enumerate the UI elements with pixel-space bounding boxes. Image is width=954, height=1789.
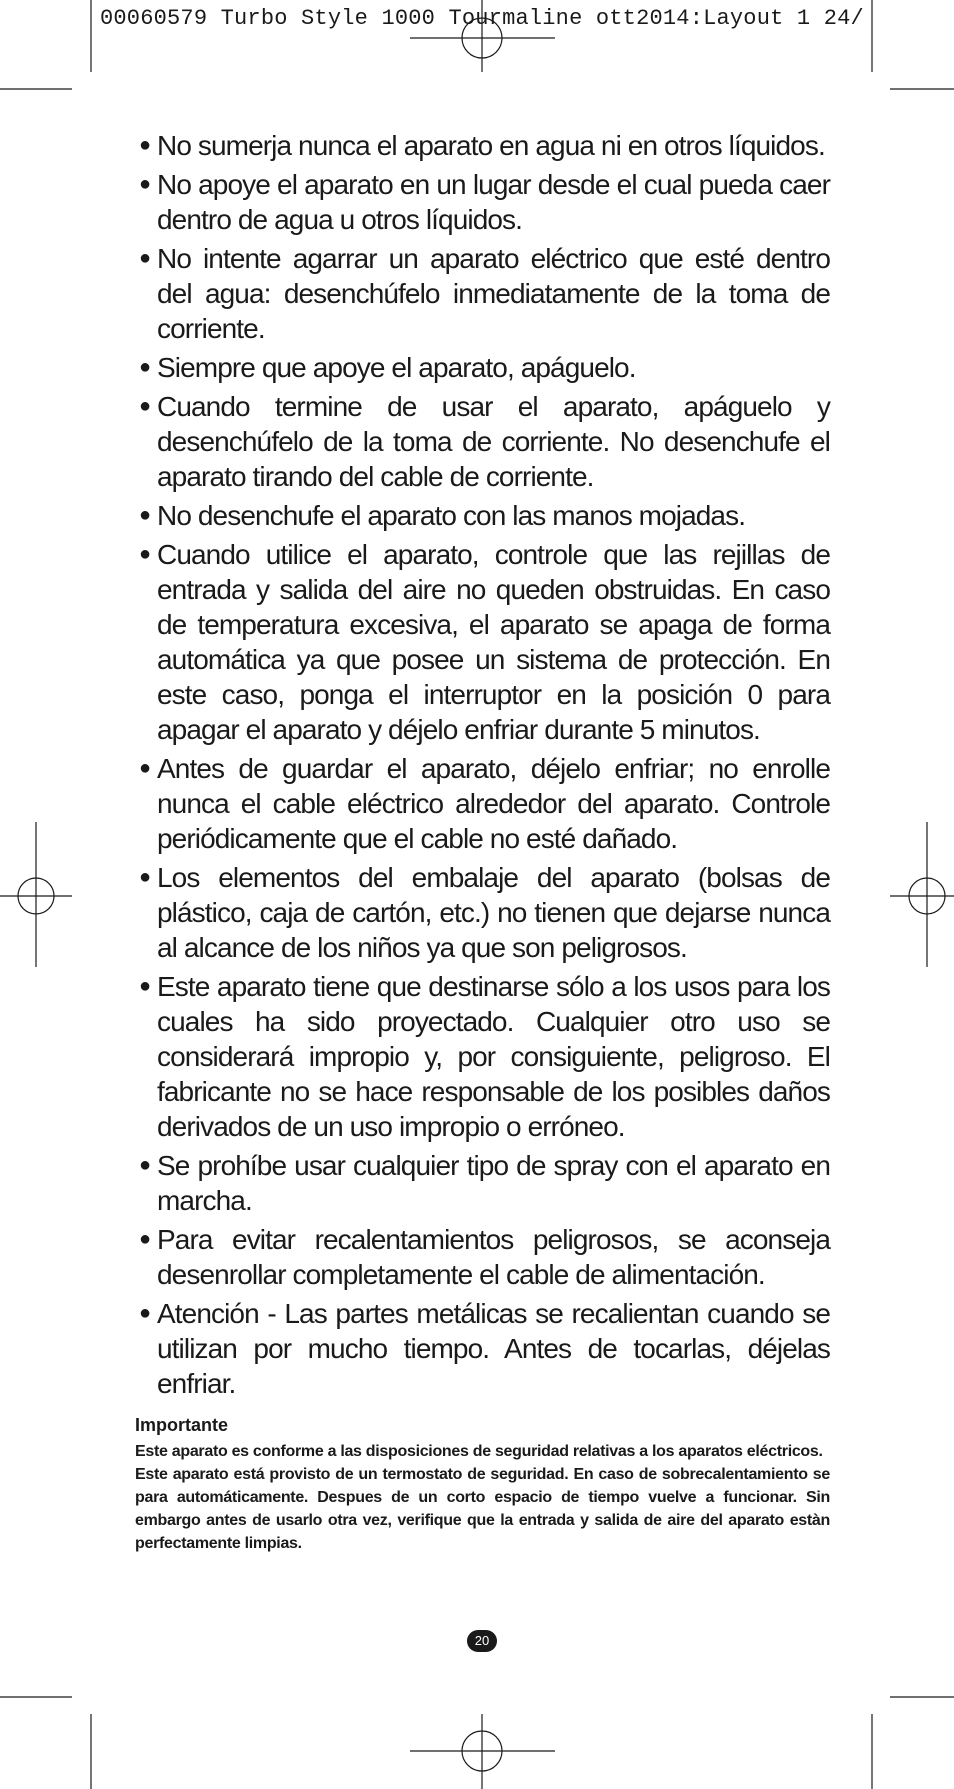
bullet-dot: ●	[139, 1302, 151, 1324]
list-item-text: Para evitar recalentamientos peligrosos, se aconseja desenrollar completamente el cable de alimentación.	[157, 1224, 830, 1290]
list-item-text: Se prohíbe usar cualquier tipo de spray con el aparato en marcha.	[157, 1150, 830, 1216]
bullet-dot: ●	[139, 247, 151, 269]
list-item	[135, 860, 830, 965]
registration-mark-bottom	[410, 1714, 555, 1789]
list-item-text: No desenchufe el aparato con las manos mojadas.	[157, 500, 746, 531]
list-item-text: Atención - Las partes metálicas se recalientan cuando se utilizan por mucho tiempo. Antes de tocarlas, déjelas enfriar.	[157, 1298, 830, 1399]
list-item-text: Este aparato tiene que destinarse sólo a los usos para los cuales ha sido proyectado. Cualquier otro uso se considerará impropio y, por consiguiente, peligroso. El fabricante no se hace responsable de los posibles daños derivados de un uso impropio o erróneo.	[157, 971, 830, 1142]
bullet-dot: ●	[139, 504, 151, 526]
bullet-dot: ●	[139, 975, 151, 997]
list-item-text: Siempre que apoye el aparato, apáguelo.	[157, 352, 636, 383]
list-item	[135, 128, 830, 163]
list-item-text: No intente agarrar un aparato eléctrico que esté dentro del agua: desenchúfelo inmediatamente de la toma de corriente.	[157, 243, 830, 344]
list-item-text: Antes de guardar el aparato, déjelo enfriar; no enrolle nunca el cable eléctrico alrededor del aparato. Controle periódicamente que el cable no esté dañado.	[157, 753, 830, 854]
important-paragraph: Este aparato es conforme a las disposiciones de seguridad relativas a los aparatos eléctricos.	[135, 1443, 823, 1460]
registration-mark-right	[890, 822, 954, 967]
important-paragraph: Este aparato está provisto de un termostato de seguridad. En caso de sobrecalentamiento se para automáticamente. Despues de un corto espacio de tiempo vuelve a funcionar. Sin embargo antes de usarlo otra vez, verifique que la entrada y salida de aire del aparato estàn perfectamente limpias.	[135, 1466, 830, 1552]
list-item	[135, 537, 830, 747]
bullet-dot: ●	[139, 757, 151, 779]
list-item	[135, 1148, 830, 1218]
bullet-dot: ●	[139, 395, 151, 417]
list-item-text: No sumerja nunca el aparato en agua ni en otros líquidos.	[157, 130, 825, 161]
registration-mark-left	[0, 822, 72, 967]
important-heading: Importante	[135, 1415, 229, 1435]
list-item	[135, 1296, 830, 1401]
list-item	[135, 389, 830, 494]
important-notice	[135, 1415, 830, 1555]
list-item-text: Cuando termine de usar el aparato, apáguelo y desenchúfelo de la toma de corriente. No desenchufe el aparato tirando del cable de corriente.	[157, 391, 830, 492]
bullet-dot: ●	[139, 1228, 151, 1250]
list-item	[135, 350, 830, 385]
bullet-dot: ●	[139, 866, 151, 888]
list-item	[135, 498, 830, 533]
list-item	[135, 241, 830, 346]
list-item	[135, 167, 830, 237]
safety-instructions-content	[135, 128, 830, 1555]
bullet-dot: ●	[139, 134, 151, 156]
registration-mark-top	[410, 0, 555, 72]
bullet-dot: ●	[139, 543, 151, 565]
bullet-dot: ●	[139, 356, 151, 378]
list-item	[135, 751, 830, 856]
safety-bullet-list	[135, 128, 830, 1401]
list-item	[135, 969, 830, 1144]
page-number-badge: 20	[467, 1630, 497, 1652]
bullet-dot: ●	[139, 1154, 151, 1176]
bullet-dot: ●	[139, 173, 151, 195]
list-item-text: Cuando utilice el aparato, controle que las rejillas de entrada y salida del aire no queden obstruidas. En caso de temperatura excesiva, el aparato se apaga de forma automática ya que posee un sistema de protección. En este caso, ponga el interruptor en la posición 0 para apagar el aparato y déjelo enfriar durante 5 minutos.	[157, 539, 830, 745]
list-item-text: Los elementos del embalaje del aparato (bolsas de plástico, caja de cartón, etc.) no tienen que dejarse nunca al alcance de los niños ya que son peligrosos.	[157, 862, 830, 963]
list-item-text: No apoye el aparato en un lugar desde el cual pueda caer dentro de agua u otros líquidos.	[157, 169, 830, 235]
print-slug-line: 00060579 Turbo Style 1000 Tourmaline ott2014:Layout 1 24/	[100, 6, 864, 31]
list-item	[135, 1222, 830, 1292]
